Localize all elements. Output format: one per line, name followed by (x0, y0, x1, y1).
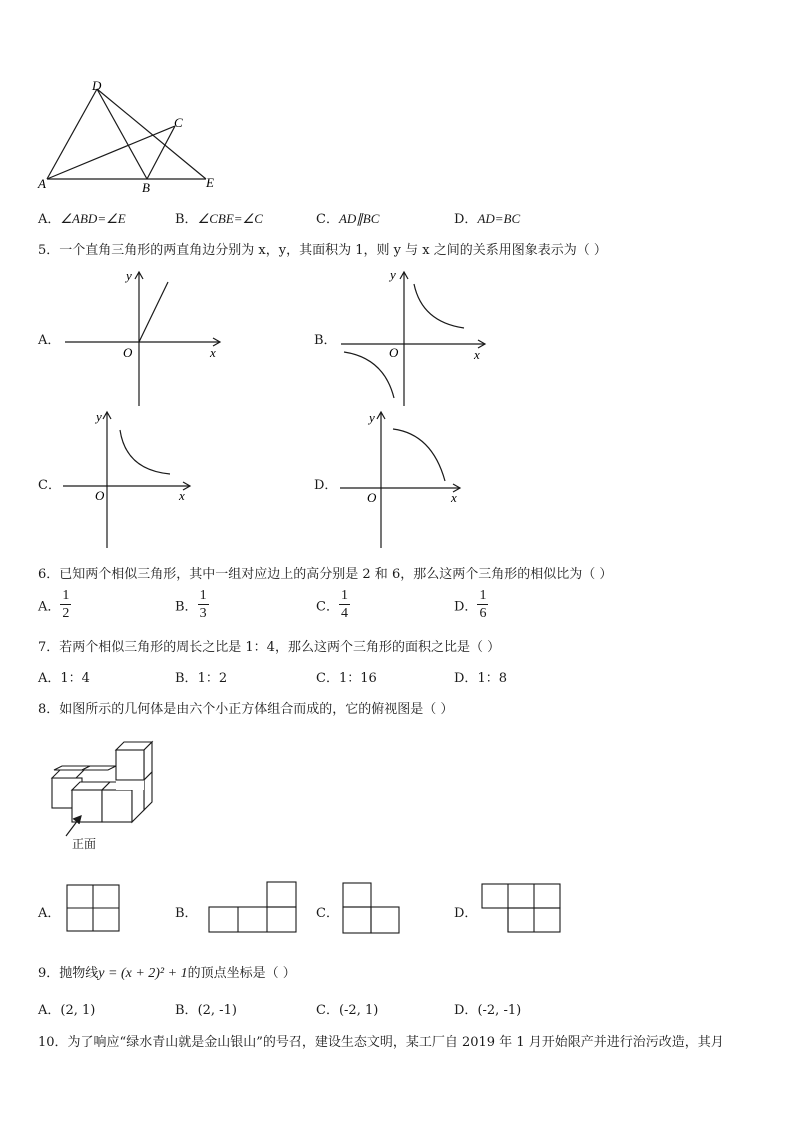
q8-option-c-label: C． (316, 906, 339, 921)
q4-option-c: C．AD∥BC (316, 211, 380, 227)
q5-graph-d (338, 408, 468, 550)
q5-option-b-label: B． (314, 333, 337, 348)
svg-text:x: x (474, 347, 480, 362)
front-label: 正面 (72, 837, 97, 851)
q8-question-text: 8．如图所示的几何体是由六个小正方体组合而成的，它的俯视图是（ ） (38, 702, 454, 717)
hyperbola-branch-3 (344, 352, 394, 398)
line-AD (47, 89, 97, 179)
q8-top-view-b (206, 879, 300, 935)
svg-text:x: x (179, 488, 185, 503)
line-DB (97, 89, 147, 179)
svg-text:O: O (95, 488, 105, 503)
svg-text:y: y (369, 410, 375, 425)
label-C: C (174, 115, 183, 130)
line-DE (97, 89, 206, 179)
q7-option-d: D．1：8 (454, 671, 507, 686)
q6-option-c: C． $\frac{1}{4}$ (316, 588, 348, 621)
q8-option-b-label: B． (175, 906, 198, 921)
q5-graph-a (60, 266, 230, 408)
q4-option-a: A．∠ABD=∠E (38, 211, 126, 227)
svg-text:O: O (367, 490, 377, 505)
q8-option-a-label: A． (38, 906, 61, 921)
q5-option-c-label: C． (38, 478, 61, 493)
hyperbola-branch (120, 430, 170, 474)
hyperbola-branch-1 (414, 284, 464, 328)
q5-graph-b (338, 266, 498, 408)
q7-option-a: A．1：4 (38, 671, 90, 686)
svg-text:y: y (96, 409, 102, 424)
q5-option-d-label: D． (314, 478, 338, 493)
q8-top-view-c (340, 880, 404, 936)
svg-text:y: y (126, 268, 132, 283)
q6-option-a: A． $\frac{1}{2}$ (38, 588, 70, 621)
svg-text:O: O (389, 345, 399, 360)
triangle-figure (30, 78, 230, 196)
linear-curve (139, 282, 168, 342)
q10-question-text: 10．为了响应“绿水青山就是金山银山”的号召，建设生态文明，某工厂自 2019 年 1 月开始限产并进行治污改造，其月 (38, 1035, 724, 1050)
q9-option-d: D．(-2, -1) (454, 1003, 522, 1018)
arc-curve (393, 429, 445, 481)
label-E: E (206, 175, 214, 190)
q9-option-c: C．(-2, 1) (316, 1003, 379, 1018)
q5-question-text: 5．一个直角三角形的两直角边分别为 x，y，其面积为 1，则 y 与 x 之间的关系用图象表示为（ ） (38, 243, 607, 258)
svg-text:y: y (390, 267, 396, 282)
cube-solid-figure (44, 736, 174, 856)
q6-option-d: D． $\frac{1}{6}$ (454, 588, 487, 621)
q8-option-d-label: D． (454, 906, 478, 921)
q6-question-text: 6．已知两个相似三角形，其中一组对应边上的高分别是 2 和 6，那么这两个三角形的相似比为（ ） (38, 567, 613, 582)
q6-option-b: B． $\frac{1}{3}$ (175, 588, 207, 621)
q7-option-c: C．1：16 (316, 671, 377, 686)
q5-graph-c (60, 408, 200, 550)
svg-text:O: O (123, 345, 133, 360)
label-A: A (38, 176, 46, 191)
q5-option-a-label: A． (38, 333, 61, 348)
q4-option-b: B．∠CBE=∠C (175, 211, 263, 227)
line-AC (47, 126, 175, 179)
q9-option-a: A．(2, 1) (38, 1003, 96, 1018)
q9-question-text: 9．抛物线y = (x + 2)² + 1的顶点坐标是（ ） (38, 966, 296, 981)
q4-option-d: D．AD=BC (454, 211, 521, 227)
svg-text:x: x (451, 490, 457, 505)
svg-text:x: x (210, 345, 216, 360)
label-D: D (92, 78, 102, 93)
label-B: B (142, 180, 150, 195)
q9-option-b: B．(2, -1) (175, 1003, 237, 1018)
q8-top-view-d (479, 881, 565, 935)
q7-question-text: 7．若两个相似三角形的周长之比是 1：4，那么这两个三角形的面积之比是（ ） (38, 640, 501, 655)
q7-option-b: B．1：2 (175, 671, 228, 686)
q8-top-view-a (64, 882, 124, 934)
q9-formula: y = (x + 2)² + 1 (98, 966, 188, 981)
